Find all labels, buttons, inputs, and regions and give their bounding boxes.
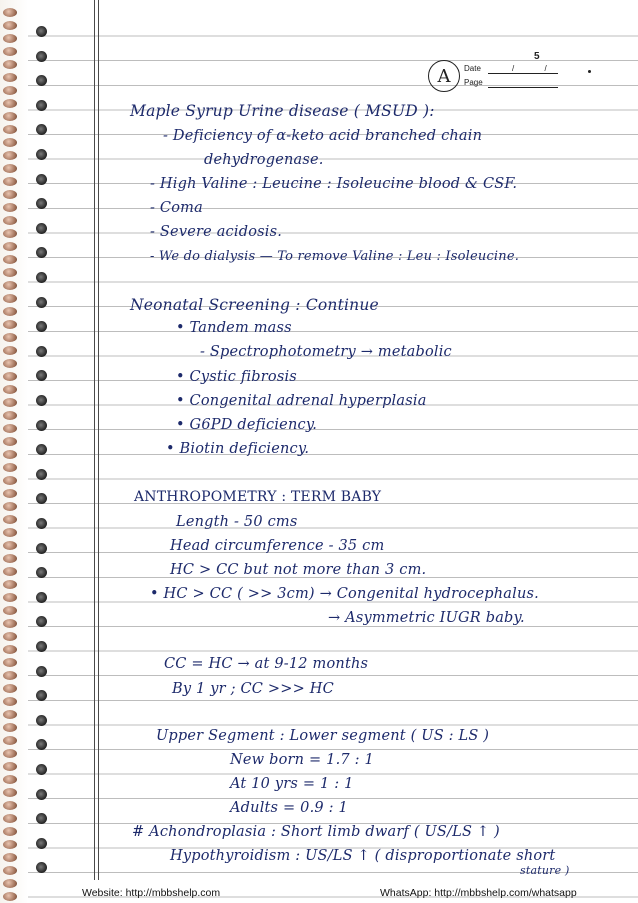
spiral-ring — [3, 203, 17, 212]
page-header — [428, 51, 578, 94]
spiral-ring — [3, 229, 17, 238]
spiral-ring — [3, 541, 17, 550]
punch-hole — [36, 26, 47, 37]
spiral-ring — [3, 60, 17, 69]
spiral-ring — [3, 853, 17, 862]
list-item: - Spectrophotometry → metabolic — [200, 344, 452, 360]
spiral-ring — [3, 710, 17, 719]
spiral-ring — [3, 437, 17, 446]
spiral-ring — [3, 463, 17, 472]
punch-hole — [36, 149, 47, 160]
spiral-ring — [3, 177, 17, 186]
spiral-ring — [3, 723, 17, 732]
heading-neonatal-screening: Neonatal Screening : Continue — [130, 296, 379, 314]
spiral-ring — [3, 658, 17, 667]
notebook-logo-icon: A — [428, 60, 460, 92]
punch-hole — [36, 616, 47, 627]
note-line: CC = HC → at 9-12 months — [164, 656, 369, 672]
note-line: Length - 50 cms — [176, 514, 298, 530]
note-line: Hypothyroidism : US/LS ↑ ( disproportionate short — [170, 848, 556, 864]
punch-hole — [36, 247, 47, 258]
spiral-ring — [3, 47, 17, 56]
spiral-ring — [3, 489, 17, 498]
ratio-line: New born = 1.7 : 1 — [230, 752, 374, 768]
list-item: • Congenital adrenal hyperplasia — [176, 393, 427, 409]
spiral-ring — [3, 567, 17, 576]
note-line: dehydrogenase. — [204, 152, 324, 168]
punch-hole — [36, 124, 47, 135]
punch-hole — [36, 272, 47, 283]
punch-hole — [36, 346, 47, 357]
note-line: stature ) — [520, 864, 570, 877]
punch-hole — [36, 420, 47, 431]
spiral-ring — [3, 112, 17, 121]
note-line: • HC > CC ( >> 3cm) → Congenital hydrocephalus. — [150, 586, 539, 602]
spiral-ring — [3, 359, 17, 368]
spiral-ring — [3, 268, 17, 277]
note-line: Head circumference - 35 cm — [170, 538, 385, 554]
note-line: By 1 yr ; CC >>> HC — [172, 681, 334, 697]
spiral-ring — [3, 593, 17, 602]
spiral-ring — [3, 372, 17, 381]
spiral-ring — [3, 814, 17, 823]
footer-whatsapp: WhatsApp: http://mbbshelp.com/whatsapp — [380, 887, 577, 899]
heading-upper-lower-segment: Upper Segment : Lower segment ( US : LS ) — [156, 728, 490, 744]
punch-hole — [36, 666, 47, 677]
note-line: - We do dialysis — To remove Valine : Leu : Isoleucine. — [150, 249, 520, 264]
punch-hole — [36, 493, 47, 504]
punch-hole — [36, 592, 47, 603]
spiral-ring — [3, 476, 17, 485]
spiral-ring — [3, 255, 17, 264]
spiral-ring — [3, 801, 17, 810]
punch-hole — [36, 198, 47, 209]
ratio-line: At 10 yrs = 1 : 1 — [230, 776, 354, 792]
list-item: • Biotin deficiency. — [166, 441, 310, 457]
punch-hole — [36, 518, 47, 529]
punch-hole — [36, 75, 47, 86]
spiral-ring — [3, 619, 17, 628]
punch-hole — [36, 223, 47, 234]
list-item: • G6PD deficiency. — [176, 417, 318, 433]
punch-hole — [36, 51, 47, 62]
spiral-ring — [3, 99, 17, 108]
note-line: - High Valine : Leucine : Isoleucine blood & CSF. — [150, 176, 518, 192]
spiral-ring — [3, 424, 17, 433]
margin-line — [98, 0, 99, 880]
spiral-ring — [3, 294, 17, 303]
note-line: - Coma — [150, 200, 203, 216]
spiral-ring — [3, 8, 17, 17]
ink-dot — [588, 70, 591, 73]
spiral-ring — [3, 788, 17, 797]
spiral-ring — [3, 320, 17, 329]
spiral-ring — [3, 307, 17, 316]
spiral-ring — [3, 385, 17, 394]
spiral-ring — [3, 866, 17, 875]
punch-hole — [36, 862, 47, 873]
spiral-ring — [3, 216, 17, 225]
spiral-ring — [3, 528, 17, 537]
punch-hole — [36, 100, 47, 111]
spiral-ring — [3, 138, 17, 147]
spiral-ring — [3, 762, 17, 771]
spiral-ring — [3, 21, 17, 30]
note-line: HC > CC but not more than 3 cm. — [170, 562, 427, 578]
spiral-ring — [3, 398, 17, 407]
spiral-ring — [3, 242, 17, 251]
ratio-line: Adults = 0.9 : 1 — [230, 800, 348, 816]
spiral-ring — [3, 554, 17, 563]
spiral-ring — [3, 125, 17, 134]
punch-hole — [36, 543, 47, 554]
spiral-ring — [3, 580, 17, 589]
spiral-ring — [3, 606, 17, 615]
punch-hole — [36, 641, 47, 652]
page-label: Page — [464, 78, 483, 87]
spiral-ring — [3, 151, 17, 160]
spiral-ring — [3, 684, 17, 693]
heading-msud: Maple Syrup Urine disease ( MSUD ): — [130, 102, 435, 120]
punch-hole — [36, 395, 47, 406]
note-line: - Severe acidosis. — [150, 224, 283, 240]
punch-hole — [36, 174, 47, 185]
spiral-ring — [3, 34, 17, 43]
punch-hole — [36, 297, 47, 308]
list-item: • Cystic fibrosis — [176, 369, 297, 385]
page-line — [488, 87, 558, 88]
page-number: 5 — [534, 51, 540, 62]
spiral-ring — [3, 281, 17, 290]
spiral-ring — [3, 411, 17, 420]
spiral-ring — [3, 775, 17, 784]
spiral-ring — [3, 879, 17, 888]
punch-hole — [36, 690, 47, 701]
spiral-binding — [0, 0, 28, 903]
spiral-ring — [3, 502, 17, 511]
note-line: - Deficiency of α-keto acid branched chain — [163, 128, 483, 144]
heading-anthropometry: ANTHROPOMETRY : TERM BABY — [134, 489, 382, 505]
punch-hole — [36, 444, 47, 455]
date-value: / / — [512, 64, 561, 73]
punch-hole — [36, 469, 47, 480]
spiral-ring — [3, 840, 17, 849]
margin-line — [94, 0, 95, 880]
punch-hole — [36, 321, 47, 332]
punch-hole — [36, 567, 47, 578]
list-item: • Tandem mass — [176, 320, 292, 336]
punch-hole — [36, 715, 47, 726]
punch-hole — [36, 739, 47, 750]
spiral-ring — [3, 515, 17, 524]
date-label: Date — [464, 64, 481, 73]
spiral-ring — [3, 164, 17, 173]
punch-hole — [36, 370, 47, 381]
punch-hole — [36, 789, 47, 800]
note-line: → Asymmetric IUGR baby. — [328, 610, 525, 626]
punch-hole — [36, 764, 47, 775]
spiral-ring — [3, 346, 17, 355]
spiral-ring — [3, 450, 17, 459]
spiral-ring — [3, 73, 17, 82]
spiral-ring — [3, 827, 17, 836]
footer-website: Website: http://mbbshelp.com — [82, 887, 221, 899]
spiral-ring — [3, 736, 17, 745]
note-line: # Achondroplasia : Short limb dwarf ( US/LS ↑ ) — [132, 824, 500, 840]
punch-hole — [36, 838, 47, 849]
spiral-ring — [3, 671, 17, 680]
punch-hole — [36, 813, 47, 824]
spiral-ring — [3, 697, 17, 706]
spiral-ring — [3, 190, 17, 199]
spiral-ring — [3, 333, 17, 342]
spiral-ring — [3, 632, 17, 641]
spiral-ring — [3, 892, 17, 901]
spiral-ring — [3, 645, 17, 654]
spiral-ring — [3, 749, 17, 758]
spiral-ring — [3, 86, 17, 95]
date-line — [488, 73, 558, 74]
